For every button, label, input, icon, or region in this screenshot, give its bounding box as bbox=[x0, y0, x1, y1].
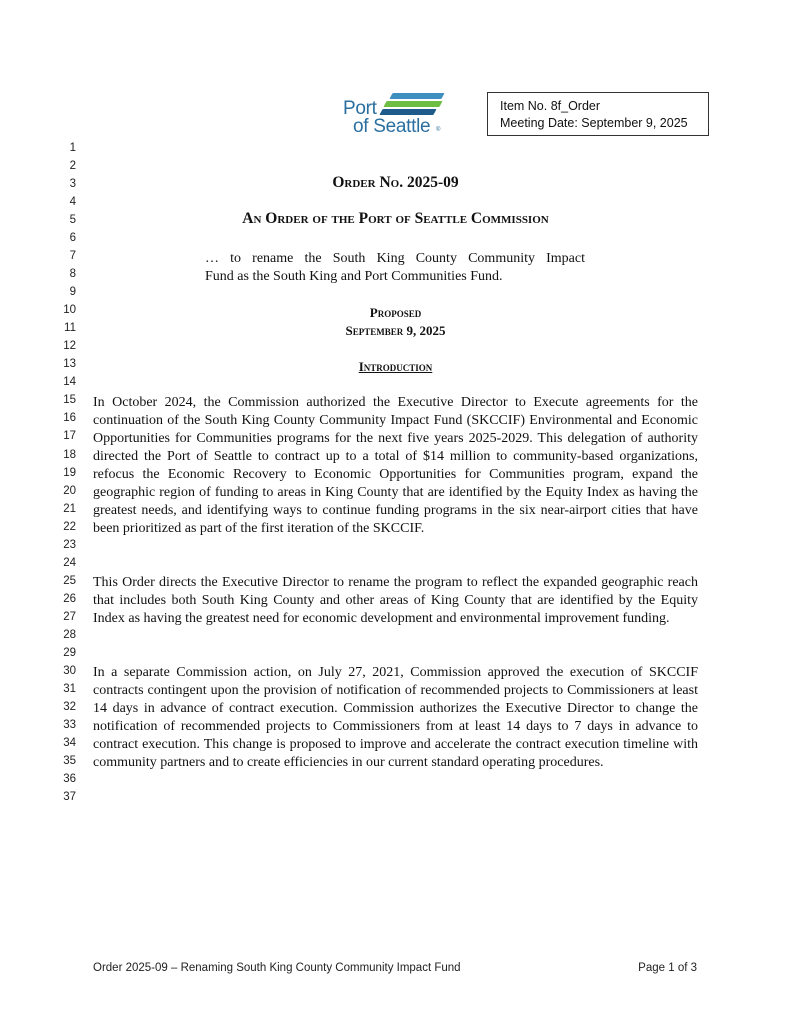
line-number: 20 bbox=[63, 484, 76, 497]
line-number: 15 bbox=[63, 394, 76, 407]
line-number: 5 bbox=[69, 214, 76, 227]
footer-page-number: Page 1 of 3 bbox=[638, 962, 697, 974]
line-number: 9 bbox=[69, 286, 76, 299]
section-heading-introduction: Introduction bbox=[358, 359, 433, 374]
line-number: 25 bbox=[63, 574, 76, 587]
logo-stripe-bottom-icon bbox=[379, 109, 436, 115]
line-number: 27 bbox=[63, 610, 76, 623]
logo-text-seattle: of Seattle bbox=[353, 116, 431, 137]
logo-stripe-middle-icon bbox=[383, 101, 442, 107]
footer-title: Order 2025-09 – Renaming South King County Community Impact Fund bbox=[93, 962, 461, 974]
line-number: 1 bbox=[69, 142, 76, 154]
line-number: 34 bbox=[63, 736, 76, 749]
line-number: 19 bbox=[63, 466, 76, 479]
line-number: 32 bbox=[63, 700, 76, 713]
order-title: Order No. 2025-09 bbox=[332, 174, 459, 191]
registered-mark: ® bbox=[436, 127, 441, 133]
purpose-line-2: Fund as the South King and Port Communities Fund. bbox=[205, 269, 503, 284]
line-number: 7 bbox=[69, 250, 76, 263]
line-number: 37 bbox=[63, 791, 76, 804]
port-of-seattle-logo bbox=[341, 90, 451, 140]
line-number: 21 bbox=[63, 502, 76, 515]
logo-text-port: Port bbox=[343, 98, 377, 119]
paragraph-2: This Order directs the Executive Director to rename the program to reflect the expanded geographic reach that includes both South King County and other areas of King County that are identified by the Equity Index as having the greatest need for economic development and environmental improvement funding. bbox=[93, 575, 698, 627]
line-number: 22 bbox=[63, 520, 76, 533]
logo-stripe-top-icon bbox=[389, 93, 444, 99]
line-number: 17 bbox=[63, 430, 76, 443]
purpose-line-1: … to rename the South King County Community Impact bbox=[205, 251, 585, 266]
paragraph-3: In a separate Commission action, on July 27, 2021, Commission approved the execution of SKCCIF contracts contingent upon the provision of notification of recommended projects to Commissioners at least 14 days in advance of contract execution. Commission authorizes the Executive Director to change the notification of recommended projects to Commissioners from at least 14 days to 7 days in advance to contract execution. This change is proposed to improve and accelerate the contract execution timeline with community partners and to create efficiencies in our current standard operating procedures. bbox=[93, 665, 698, 771]
line-number: 33 bbox=[63, 718, 76, 731]
order-status-date: September 9, 2025 bbox=[345, 323, 446, 338]
line-number: 26 bbox=[63, 592, 76, 605]
line-number: 4 bbox=[69, 196, 76, 209]
order-status: Proposed bbox=[369, 305, 422, 320]
order-purpose bbox=[205, 250, 585, 286]
line-number: 6 bbox=[69, 232, 76, 245]
line-number: 35 bbox=[63, 755, 76, 768]
line-number: 12 bbox=[63, 340, 76, 353]
line-number: 28 bbox=[63, 628, 76, 641]
line-number: 10 bbox=[63, 304, 76, 317]
agenda-item-box bbox=[487, 92, 709, 136]
line-number: 2 bbox=[69, 160, 76, 173]
line-number: 29 bbox=[63, 646, 76, 659]
order-subtitle: An Order of the Port of Seattle Commission bbox=[242, 210, 549, 227]
item-number: Item No. 8f_Order bbox=[500, 99, 601, 113]
line-number: 8 bbox=[69, 268, 76, 281]
paragraph-1: In October 2024, the Commission authorized the Executive Director to Execute agreements for the continuation of the South King County Community Impact Fund (SKCCIF) Environmental and Economic Opportunities for Communities programs for the next five years 2025-2029. This delegation of authority directed the Port of Seattle to contract up to a total of $14 million to community-based organizations, refocus the Economic Recovery to Economic Opportunities for Communities program, expand the geographic region of funding to areas in King County that are identified by the Equity Index as having the greatest needs, and identifying ways to continue funding programs in the six near-airport cities that have been prioritized as part of the first iteration of the SKCCIF. bbox=[93, 395, 698, 537]
line-number: 18 bbox=[63, 448, 76, 461]
line-number: 13 bbox=[63, 358, 76, 371]
line-number: 36 bbox=[63, 773, 76, 786]
line-number: 23 bbox=[63, 538, 76, 551]
line-number: 30 bbox=[63, 664, 76, 677]
line-number: 11 bbox=[64, 322, 76, 335]
line-number: 3 bbox=[69, 178, 76, 191]
line-number: 31 bbox=[63, 682, 76, 695]
line-number: 16 bbox=[63, 412, 76, 425]
line-number: 24 bbox=[63, 556, 76, 569]
line-number: 14 bbox=[63, 376, 76, 389]
meeting-date: Meeting Date: September 9, 2025 bbox=[500, 116, 688, 130]
